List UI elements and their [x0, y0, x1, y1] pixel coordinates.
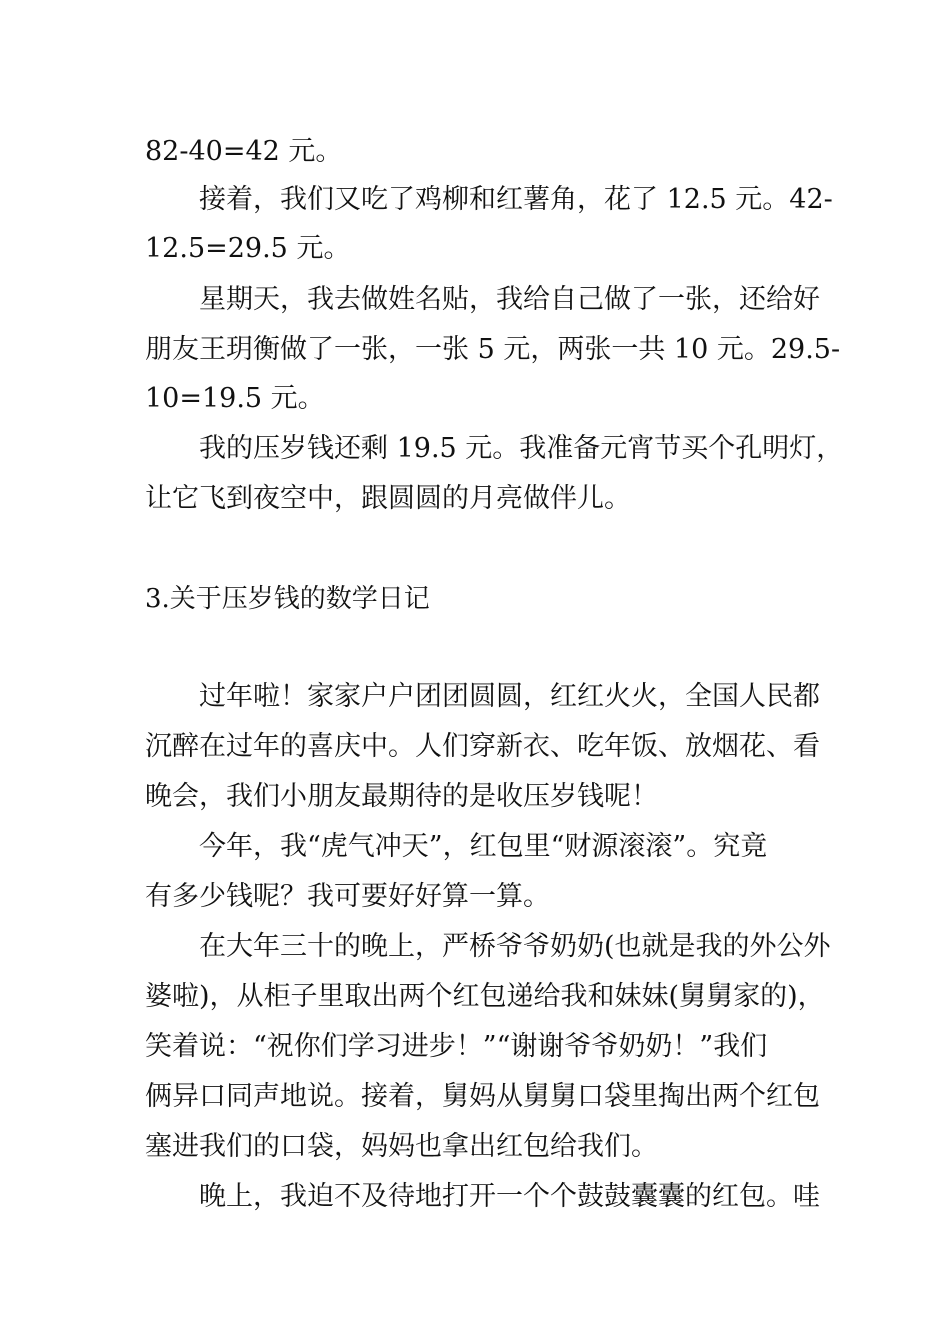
text-line: 有多少钱呢？我可要好好算一算。 [145, 881, 550, 912]
text-line: 笑着说：“祝你们学习进步！”“谢谢爷爷奶奶！”我们 [145, 1031, 768, 1062]
paragraph-line: 星期天，我去做姓名贴，我给自己做了一张，还给好 [199, 284, 820, 315]
paragraph-line: 我的压岁钱还剩 19.5 元。我准备元宵节买个孔明灯， [199, 433, 844, 464]
text-line: 12.5=29.5 元。 [145, 233, 351, 264]
text-line: 朋友王玥衡做了一张，一张 5 元，两张一共 10 元。29.5- [145, 334, 841, 365]
text-line: 10=19.5 元。 [145, 383, 325, 414]
paragraph-line: 在大年三十的晚上，严桥爷爷奶奶(也就是我的外公外 [199, 931, 831, 962]
text-line: 让它飞到夜空中，跟圆圆的月亮做伴儿。 [145, 483, 631, 514]
text-line: 俩异口同声地说。接着，舅妈从舅舅口袋里掏出两个红包 [145, 1081, 820, 1112]
text-line: 沉醉在过年的喜庆中。人们穿新衣、吃年饭、放烟花、看 [145, 731, 820, 762]
text-line: 晚会，我们小朋友最期待的是收压岁钱呢！ [145, 781, 658, 812]
paragraph-line: 今年，我“虎气冲天”，红包里“财源滚滚”。究竟 [199, 831, 768, 862]
paragraph-line: 过年啦！家家户户团团圆圆，红红火火，全国人民都 [199, 681, 820, 712]
text-line: 塞进我们的口袋，妈妈也拿出红包给我们。 [145, 1131, 658, 1162]
text-line: 婆啦)，从柜子里取出两个红包递给我和妹妹(舅舅家的)， [145, 981, 825, 1012]
paragraph-line: 接着，我们又吃了鸡柳和红薯角，花了 12.5 元。42- [199, 184, 833, 215]
paragraph-line: 晚上，我迫不及待地打开一个个鼓鼓囊囊的红包。哇 [199, 1181, 820, 1212]
section-heading: 3.关于压岁钱的数学日记 [145, 584, 430, 614]
text-line: 82-40=42 元。 [145, 136, 343, 167]
